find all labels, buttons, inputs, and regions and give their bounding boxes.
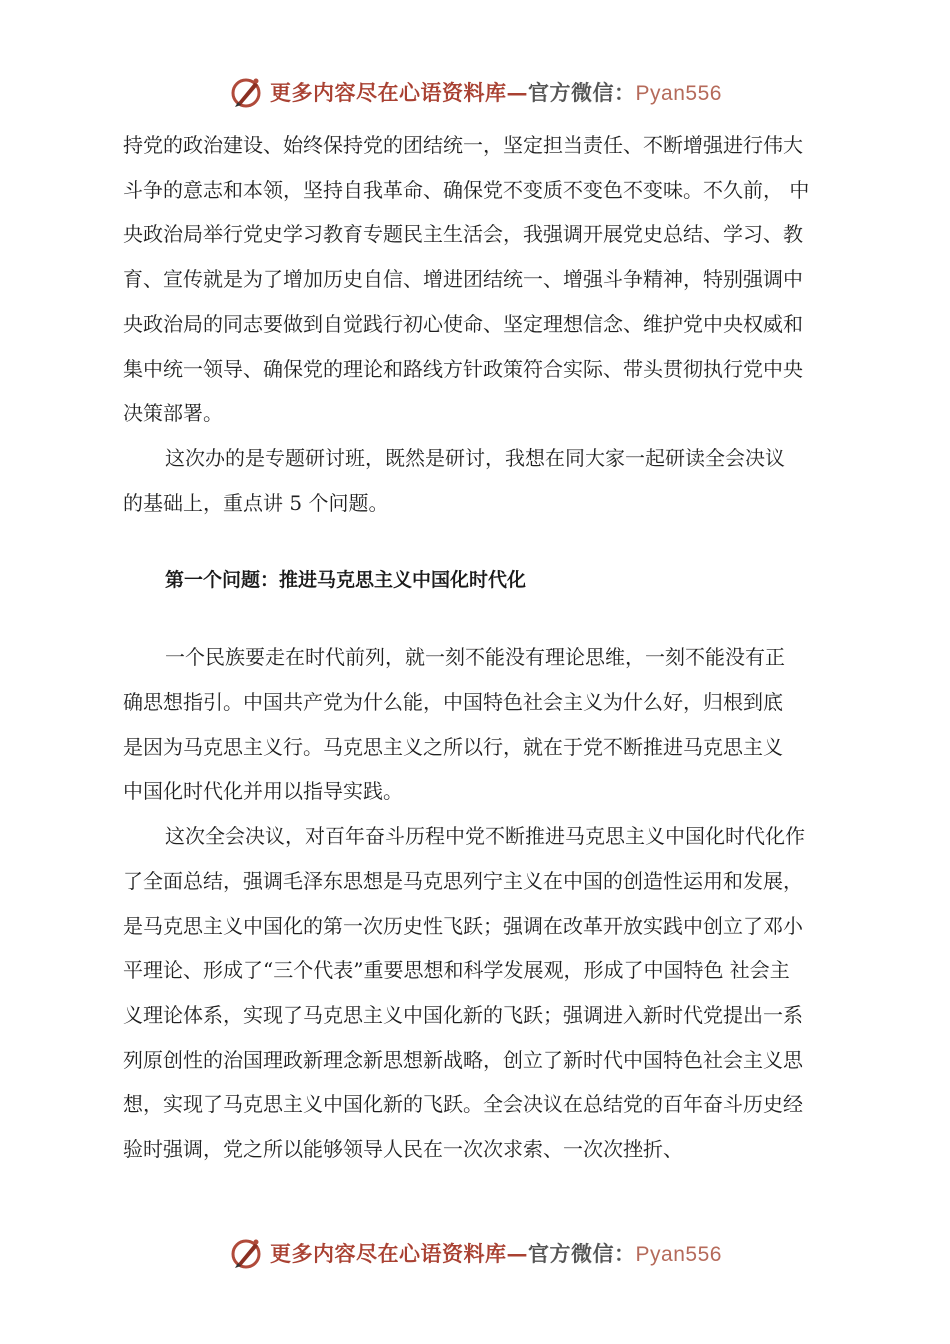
- text-line: 央政治局举行党史学习教育专题民主生活会，我强调开展党史总结、学习、教: [123, 222, 803, 247]
- text-line: 这次办的是专题研讨班，既然是研讨，我想在同大家一起研读全会决议: [165, 445, 785, 470]
- section-heading: 第一个问题：推进马克思主义中国化时代化: [165, 569, 527, 592]
- text-line: 的基础上，重点讲 5 个问题。: [123, 490, 389, 515]
- document-body: [123, 123, 849, 1172]
- text-line: 育、宣传就是为了增加历史自信、增进团结统一、增强斗争精神，特别强调中: [123, 267, 803, 292]
- text-line: 斗争的意志和本领，坚持自我革命、确保党不变质不变色不变味。不久前， 中: [123, 177, 810, 202]
- footer-banner: [0, 1233, 950, 1273]
- paragraph-2: [123, 436, 849, 525]
- paragraph-3: [123, 635, 849, 814]
- banner-main-text: 更多内容尽在心语资料库: [270, 80, 507, 105]
- pen-logo-icon: [228, 1235, 264, 1271]
- text-line: 平理论、形成了“三个代表”重要思想和科学发展观，形成了中国特色 社会主: [123, 958, 790, 983]
- header-banner: [0, 72, 950, 112]
- text-line: 列原创性的治国理政新理念新思想新战略，创立了新时代中国特色社会主义思: [123, 1047, 803, 1072]
- text-line: 集中统一领导、确保党的理论和路线方针政策符合实际、带头贯彻执行党中央: [123, 356, 803, 381]
- text-line: 是马克思主义中国化的第一次历史性飞跃；强调在改革开放实践中创立了邓小: [123, 913, 803, 938]
- banner-text: [270, 77, 722, 107]
- banner-wechat-id: Pyan556: [635, 1243, 722, 1266]
- text-line: 了全面总结，强调毛泽东思想是马克思列宁主义在中国的创造性运用和发展，: [123, 868, 803, 893]
- banner-wechat-id: Pyan556: [635, 82, 722, 105]
- text-line: 一个民族要走在时代前列，就一刻不能没有理论思维，一刻不能没有正: [165, 645, 785, 670]
- text-line: 是因为马克思主义行。马克思主义之所以行，就在于党不断推进马克思主义: [123, 734, 783, 759]
- banner-main-text: 更多内容尽在心语资料库: [270, 1241, 507, 1266]
- text-line: 验时强调，党之所以能够领导人民在一次次求索、一次次挫折、: [123, 1137, 683, 1162]
- text-line: 这次全会决议，对百年奋斗历程中党不断推进马克思主义中国化时代化作: [165, 824, 805, 849]
- text-line: 确思想指引。中国共产党为什么能，中国特色社会主义为什么好，归根到底: [123, 690, 783, 715]
- text-line: 中国化时代化并用以指导实践。: [123, 779, 403, 804]
- banner-separator: —: [506, 1241, 529, 1266]
- text-line: 持党的政治建设、始终保持党的团结统一，坚定担当责任、不断增强进行伟大: [123, 133, 803, 157]
- text-line: 央政治局的同志要做到自觉践行初心使命、坚定理想信念、维护党中央权威和: [123, 311, 803, 336]
- pen-logo-icon: [228, 74, 264, 110]
- banner-separator: —: [506, 80, 529, 105]
- banner-label: 官方微信：: [528, 1241, 636, 1266]
- text-line: 义理论体系，实现了马克思主义中国化新的飞跃；强调进入新时代党提出一系: [123, 1002, 803, 1027]
- text-line: 想，实现了马克思主义中国化新的飞跃。全会决议在总结党的百年奋斗历史经: [123, 1092, 803, 1117]
- text-line: 决策部署。: [123, 401, 223, 426]
- banner-text: [270, 1238, 722, 1268]
- banner-label: 官方微信：: [528, 80, 636, 105]
- paragraph-1: [123, 123, 849, 436]
- paragraph-4: [123, 814, 849, 1172]
